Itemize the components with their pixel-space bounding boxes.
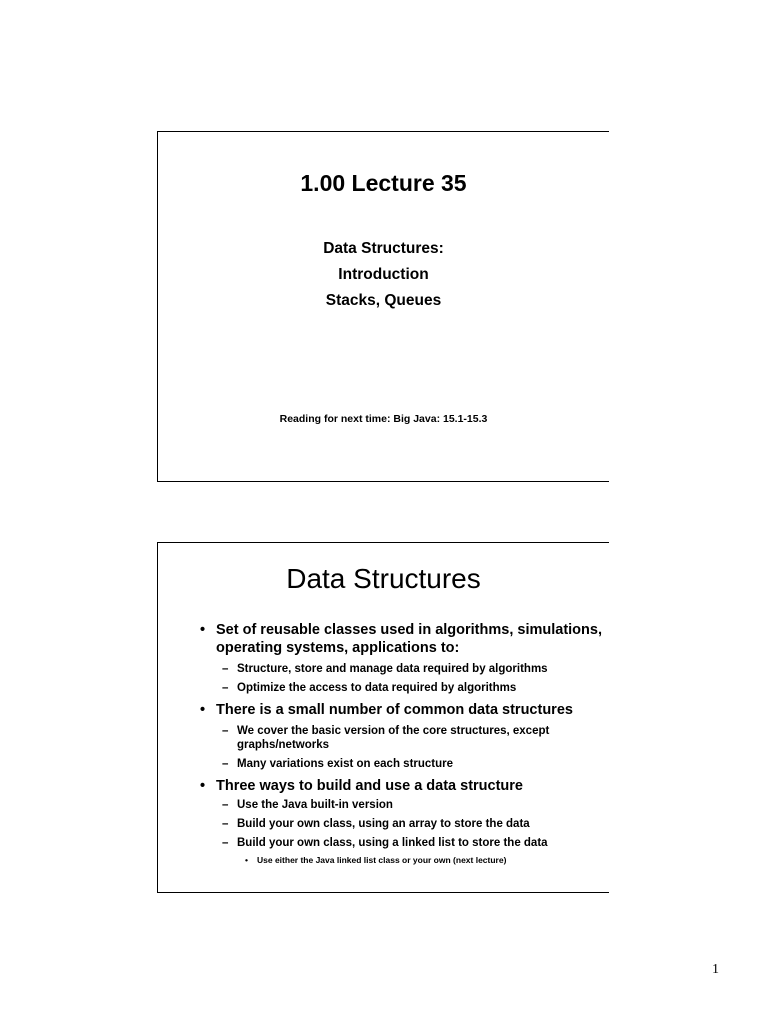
slide-heading: Data Structures [286, 563, 481, 594]
dash-mark: – [222, 837, 229, 849]
small-bullet-mark: • [245, 855, 248, 865]
sub-bullet-text: Many variations exist on each structure [237, 758, 454, 770]
sub-sub-bullet-item [198, 854, 603, 866]
bullet-item [198, 777, 603, 795]
dash-mark: – [222, 725, 229, 737]
bullet-item [198, 701, 603, 719]
bullet-item [198, 621, 603, 657]
sub-bullet-item [198, 724, 603, 752]
dash-mark: – [222, 818, 229, 830]
sub-bullet-item [198, 662, 603, 676]
slide-data-structures [157, 542, 609, 893]
bullet-text: Three ways to build and use a data structure [216, 778, 523, 794]
sub-bullet-text: Optimize the access to data required by algorithms [237, 682, 517, 694]
sub-bullet-item [198, 681, 603, 695]
sub-bullet-text: We cover the basic version of the core structures, except graphs/networks [237, 725, 550, 751]
reading-assignment: Reading for next time: Big Java: 15.1-15.3 [279, 413, 488, 425]
sub-bullet-item [198, 798, 603, 812]
dash-mark: – [222, 682, 229, 694]
sub-bullet-text: Use the Java built-in version [237, 799, 393, 811]
sub-bullet-text: Build your own class, using an array to store the data [237, 818, 530, 830]
dash-mark: – [222, 663, 229, 675]
subtitle-line-3: Stacks, Queues [325, 292, 442, 309]
bullet-mark: • [200, 702, 206, 718]
subtitle-line-2: Introduction [338, 266, 429, 283]
lecture-title: 1.00 Lecture 35 [300, 170, 467, 196]
sub-bullet-item [198, 757, 603, 771]
bullet-mark: • [200, 778, 206, 794]
dash-mark: – [222, 758, 229, 770]
bullet-list [198, 621, 603, 866]
sub-bullet-item [198, 836, 603, 850]
bullet-text: Set of reusable classes used in algorithms, simulations, operating systems, applications to: [216, 622, 602, 656]
slide-title-lecture [157, 131, 609, 482]
page-number: 1 [712, 962, 719, 977]
sub-sub-bullet-text: Use either the Java linked list class or your own (next lecture) [257, 855, 507, 865]
sub-bullet-item [198, 817, 603, 831]
sub-bullet-text: Structure, store and manage data required by algorithms [237, 663, 548, 675]
bullet-text: There is a small number of common data structures [216, 702, 573, 718]
dash-mark: – [222, 799, 229, 811]
sub-bullet-text: Build your own class, using a linked list to store the data [237, 837, 548, 849]
bullet-mark: • [200, 622, 206, 638]
subtitle-line-1: Data Structures: [323, 240, 444, 257]
